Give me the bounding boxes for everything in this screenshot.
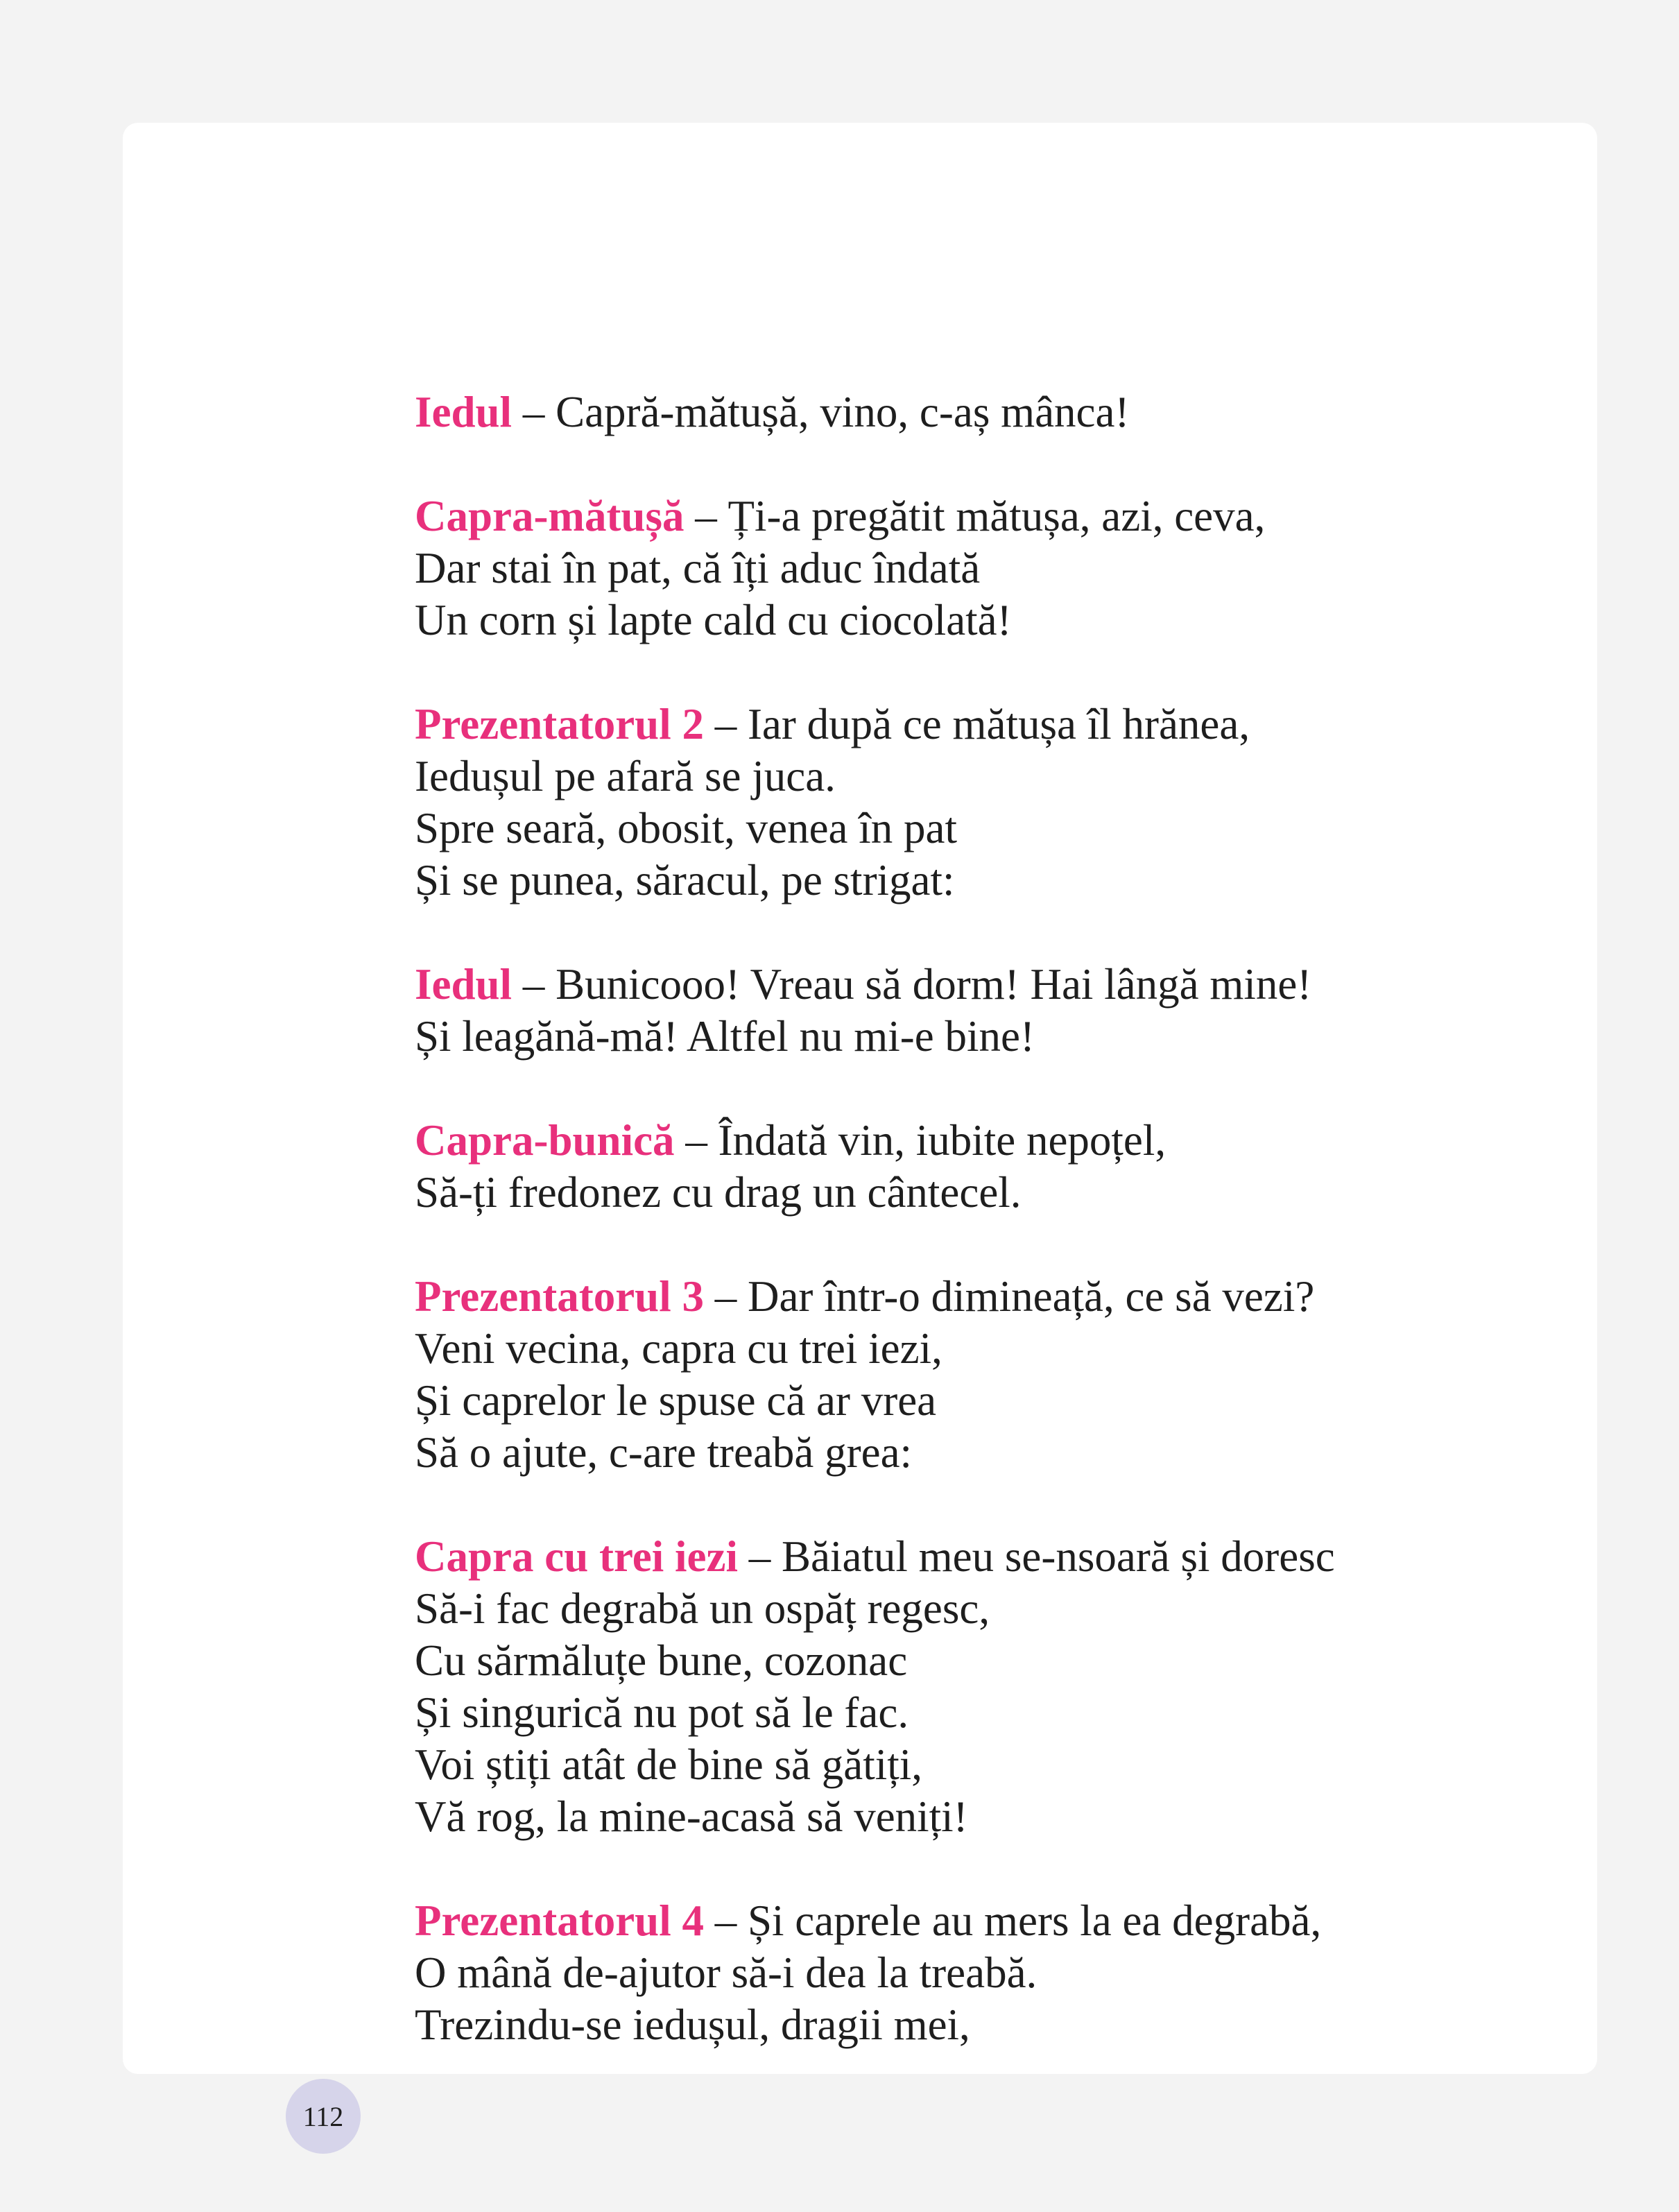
line-text: Și singurică nu pot să le fac. [415,1688,909,1737]
verse-line [415,698,1663,751]
line-text: – Ți-a pregătit mătușa, azi, ceva, [684,492,1266,540]
line-text: Veni vecina, capra cu trei iezi, [415,1324,942,1373]
verse-line [415,1583,1663,1635]
line-text: Și caprelor le spuse că ar vrea [415,1376,937,1425]
verse-line [415,490,1663,542]
verse-line [415,1947,1663,1999]
verse-line [415,959,1663,1011]
speaker-name: Prezentatorul 2 [415,700,704,748]
dialogue-stanza [415,1531,1663,1843]
line-text: – Capră-mătușă, vino, c-aș mânca! [512,388,1130,436]
verse-line [415,1531,1663,1583]
line-text: – Bunicooo! Vreau să dorm! Hai lângă mine! [512,960,1312,1009]
line-text: Un corn și lapte cald cu ciocolată! [415,596,1012,644]
speaker-name: Capra cu trei iezi [415,1532,738,1581]
page-number-badge [286,2079,361,2154]
speaker-name: Iedul [415,388,513,436]
verse-line [415,1895,1663,1947]
verse-line [415,542,1663,594]
dialogue-stanza [415,959,1663,1063]
line-text: Și se punea, săracul, pe strigat: [415,856,955,904]
dialogue-stanza [415,1895,1663,2051]
book-page [123,123,1597,2132]
verse-line [415,386,1663,438]
line-text: Să o ajute, c-are treabă grea: [415,1428,913,1477]
verse-line [415,594,1663,646]
verse-line [415,803,1663,855]
line-text: – Îndată vin, iubite nepoțel, [674,1116,1166,1165]
line-text: – Dar într-o dimineață, ce să vezi? [703,1272,1315,1321]
verse-line [415,1167,1663,1219]
dialogue-stanza [415,698,1663,907]
verse-line [415,1115,1663,1167]
speaker-name: Prezentatorul 4 [415,1896,704,1945]
speaker-name: Iedul [415,960,513,1009]
verse-line [415,1635,1663,1687]
verse-line [415,1323,1663,1375]
line-text: Cu sărmăluțe bune, cozonac [415,1636,908,1685]
verse-line [415,1739,1663,1791]
speaker-name: Capra-bunică [415,1116,675,1165]
dialogue-stanza [415,490,1663,646]
verse-line [415,1999,1663,2051]
line-text: – Băiatul meu se-nsoară și doresc [737,1532,1335,1581]
speaker-name: Prezentatorul 3 [415,1272,704,1321]
dialogue-stanza [415,386,1663,438]
line-text: Și leagănă-mă! Altfel nu mi-e bine! [415,1012,1035,1061]
dialogue-stanza [415,1271,1663,1479]
line-text: – Și caprele au mers la ea degrabă, [703,1896,1322,1945]
verse-line [415,1427,1663,1479]
line-text: Să-i fac degrabă un ospăț regesc, [415,1584,990,1633]
verse-line [415,751,1663,803]
line-text: Să-ți fredonez cu drag un cântecel. [415,1168,1022,1217]
line-text: Iedușul pe afară se juca. [415,752,836,800]
verse-line [415,1271,1663,1323]
line-text: Trezindu-se iedușul, dragii mei, [415,2000,970,2049]
dialogue-stanza [415,1115,1663,1219]
line-text: Spre seară, obosit, venea în pat [415,804,957,852]
line-text: Vă rog, la mine-acasă să veniți! [415,1792,968,1841]
line-text: O mână de-ajutor să-i dea la treabă. [415,1948,1037,1997]
speaker-name: Capra-mătușă [415,492,684,540]
line-text: Voi știți atât de bine să gătiți, [415,1740,922,1789]
line-text: Dar stai în pat, că îți aduc îndată [415,544,981,592]
page-number: 112 [302,2100,344,2132]
verse-line [415,855,1663,907]
verse-line [415,1375,1663,1427]
line-text: – Iar după ce mătușa îl hrănea, [703,700,1250,748]
verse-line [415,1011,1663,1063]
play-script-text [415,386,1663,2103]
verse-line [415,1687,1663,1739]
verse-line [415,1791,1663,1843]
